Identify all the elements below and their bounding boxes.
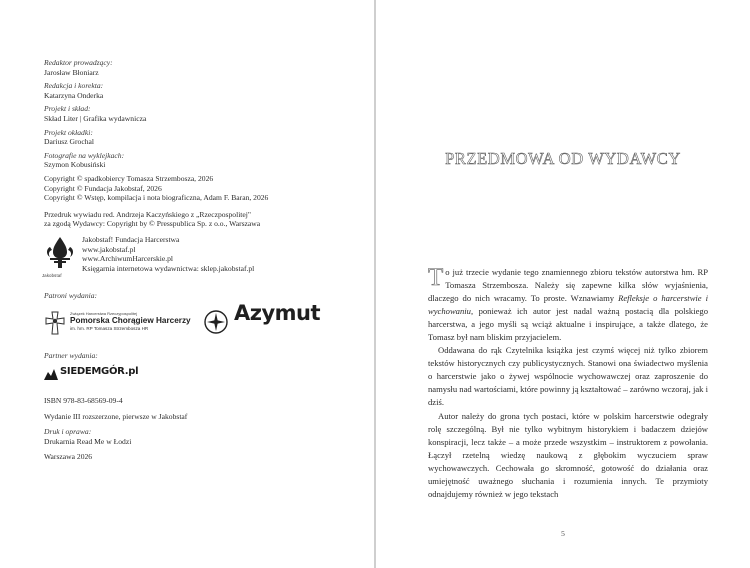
publisher-info (82, 235, 254, 273)
page-number: 5 (561, 529, 565, 538)
online-bookshop-link[interactable]: Księgarnia internetowa wydawnictwa: sklep.jakobstaf.pl (82, 263, 255, 273)
copyright-notices (44, 174, 344, 203)
print-label: Druk i oprawa: (44, 427, 92, 437)
place-and-year: Warszawa 2026 (44, 452, 93, 462)
zhr-unit-name: Pomorska Chorągiew Harcerzy (70, 315, 191, 325)
publisher-website-link[interactable]: www.jakobstaf.pl (82, 244, 136, 254)
foreword-paragraph: Oddawana do rąk Czytelnika książka jest czymś więcej niż tylko zbiorem tekstów historycznych czy publicystycznych. Stanowi ona świadectwo myślenia o harcerstwie jako o żywej wspólnocie wychowawczej oraz zaproszenie do namysłu nad wartościami, które powinny ją kształtować – zarówno wczoraj, jak i dziś. (428, 345, 708, 408)
fleur-de-lis-icon (44, 235, 76, 271)
left-page (0, 0, 374, 568)
paragraph-text: , ponieważ ich autor jest nadal ważną postacią dla polskiego harcerstwa, a jego myśli są wciąż aktualne i inspirujące, a także dlatego, że Tomasz był nam bliskim przyjacielem. (428, 306, 708, 343)
credit-label: Redaktor prowadzący: (44, 58, 113, 67)
mountains-icon (44, 368, 58, 380)
reprint-line: Przedruk wywiadu red. Andrzeja Kaczyńskiego z „Rzeczpospolitej" (44, 209, 251, 219)
credit-label: Redakcja i korekta: (44, 81, 104, 91)
jakobstaf-logo (44, 235, 76, 279)
foreword-body (428, 266, 708, 501)
right-page (376, 0, 750, 568)
credits-section (44, 58, 344, 462)
azymut-wordmark: Azymut (234, 300, 321, 325)
partner-wordmark: SIEDEMGÓR.pl (60, 366, 139, 378)
credit-typesetting (44, 104, 344, 123)
paragraph-text: o już trzecie wydanie tego znamiennego zbioru tekstów autorstwa hm. RP Tomasza Strzembosza. Należy się zapewne kilka słów wyjaśnienia, dlaczego do nich wracamy. To proste. Wznawiamy (428, 267, 708, 304)
foreword-paragraph: Autor należy do grona tych postaci, które w polskim harcerstwie odegrały rolę szczególną. Był nie tylko wybitnym historykiem i badaczem dziejów konspiracji, lecz także – a może przede wszystkim – instruktorem z powołania. Łączył rzetelną wiedzę naukową z głębokim wyczuciem spraw wychowawczych. Cechowała go skromność, gotowość do działania oraz umiejętność uważnego słuchania i rozumienia innych. Te przymioty odnajdujemy również w jego tekstach (428, 410, 708, 499)
logo-wordmark: Jakobstaf (42, 272, 62, 278)
patrons-logos (44, 300, 344, 341)
copyright-line: Copyright © Fundacja Jakobstaf, 2026 (44, 183, 162, 193)
credit-label: Projekt i skład: (44, 104, 91, 114)
zhr-patron-name: im. hm. RP Tomasza Strzembosza HR (70, 325, 149, 331)
compass-icon (204, 310, 228, 334)
copyright-line: Copyright © spadkobiercy Tomasza Strzembosza, 2026 (44, 173, 214, 183)
credit-label: Projekt okładki: (44, 127, 93, 137)
credit-value: Skład Liter | Grafika wydawnicza (44, 113, 147, 123)
credit-photos (44, 151, 344, 170)
credit-proofreading (44, 81, 344, 100)
isbn: ISBN 978-83-68569-09-4 (44, 396, 123, 406)
zhr-text (70, 311, 191, 332)
copyright-line: Copyright © Wstęp, kompilacja i nota biograficzna, Adam F. Baran, 2026 (44, 193, 269, 203)
foreword-title: PRZEDMOWA OD WYDAWCY (445, 149, 681, 168)
credit-value: Katarzyna Onderka (44, 90, 104, 100)
partner-label: Partner wydania: (44, 350, 98, 360)
reprint-notice (44, 210, 344, 229)
publisher-name: Jakobstaf! Fundacja Harcerstwa (82, 234, 180, 244)
book-title: Refleksje o harcerstwie i wychowaniu (428, 293, 708, 317)
zhr-logo (44, 309, 194, 337)
credit-label: Fotografie na wyklejkach: (44, 150, 125, 160)
credit-value: Dariusz Grochal (44, 137, 94, 147)
credit-editor (44, 58, 344, 77)
edition-info: Wydanie III rozszerzone, pierwsze w Jakobstaf (44, 411, 188, 421)
foreword-paragraph (428, 266, 708, 344)
drop-cap: T (428, 264, 444, 291)
reprint-line: za zgodą Wydawcy: Copyright by © Presspublica Sp. z o.o., Warszawa (44, 219, 261, 229)
partner-logo (44, 366, 344, 382)
zhr-organization: Związek Harcerstwa Rzeczypospolitej (70, 310, 138, 316)
credit-value: Szymon Kobusiński (44, 160, 106, 170)
scout-cross-icon (44, 311, 66, 335)
patrons-label: Patroni wydania: (44, 290, 98, 300)
publisher-block (44, 235, 344, 279)
printer-name: Drukarnia Read Me w Łodzi (44, 436, 132, 446)
credit-value: Jarosław Błoniarz (44, 67, 99, 77)
credit-cover-design (44, 128, 344, 147)
archive-website-link[interactable]: www.ArchiwumHarcerskie.pl (82, 254, 174, 264)
